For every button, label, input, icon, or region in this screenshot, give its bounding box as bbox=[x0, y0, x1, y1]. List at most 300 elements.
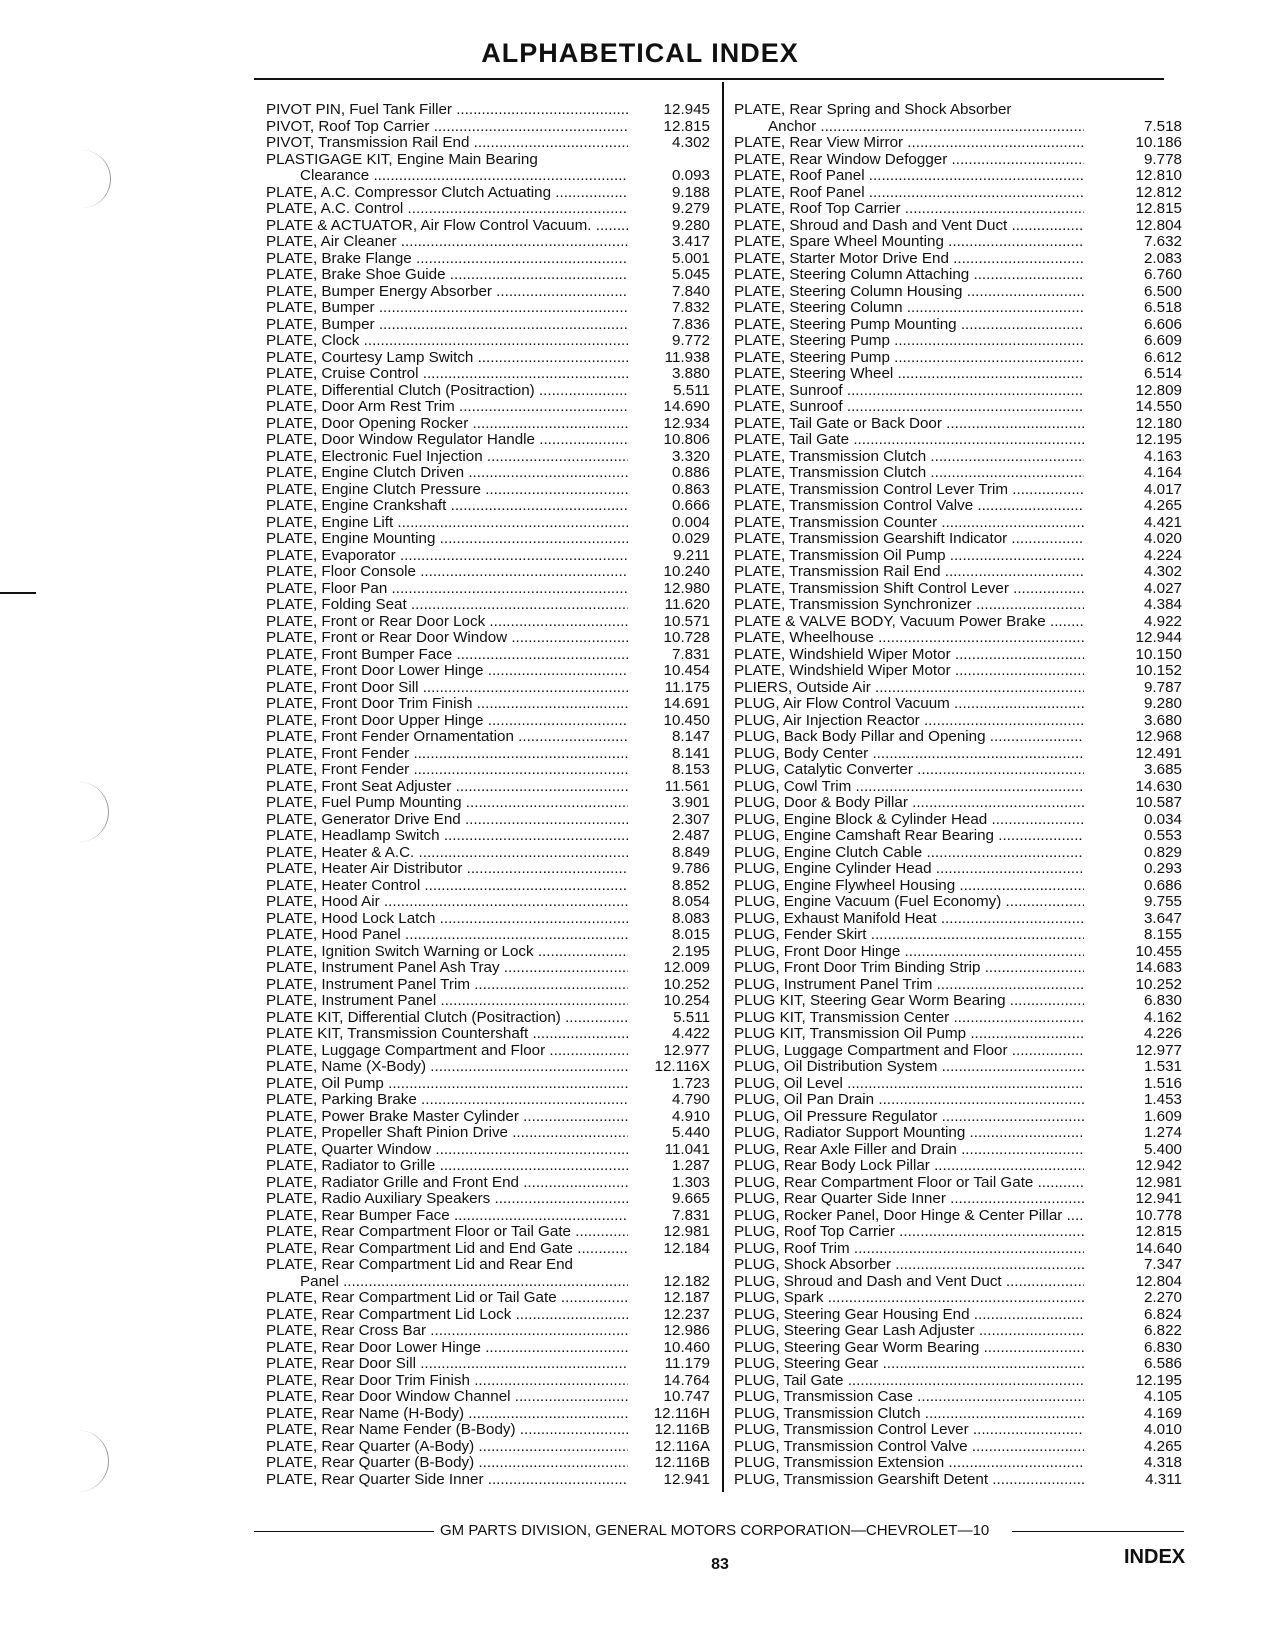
entry-page: 12.009 bbox=[663, 959, 710, 976]
entry-page: 12.195 bbox=[1135, 431, 1182, 448]
index-entry bbox=[734, 663, 1182, 680]
entry-name: PLATE, Door Arm Rest Trim ..... bbox=[266, 399, 628, 416]
entry-name: PLUG KIT, Steering Gear Worm Bearing ..... bbox=[734, 993, 1084, 1010]
section-label: INDEX bbox=[1124, 1546, 1186, 1568]
index-entry bbox=[734, 498, 1182, 515]
entry-name: PLATE, Floor Pan ..... bbox=[266, 581, 628, 598]
entry-page: 4.384 bbox=[1143, 596, 1182, 613]
entry-page: 0.686 bbox=[1143, 876, 1182, 894]
entry-page: 12.804 bbox=[1135, 1272, 1182, 1290]
index-entry bbox=[266, 482, 710, 499]
index-entry bbox=[734, 1142, 1182, 1159]
index-entry bbox=[734, 317, 1182, 334]
index-entry bbox=[734, 713, 1182, 730]
entry-page: 12.810 bbox=[1135, 167, 1182, 184]
index-entry bbox=[266, 762, 710, 779]
entry-name: PLATE, Transmission Shift Control Lever ..... bbox=[734, 581, 1084, 598]
entry-name: PLATE, Transmission Synchronizer ..... bbox=[734, 597, 1084, 614]
entry-name: PLATE, Engine Clutch Driven ..... bbox=[266, 465, 628, 482]
entry-page: 4.164 bbox=[1143, 464, 1182, 481]
entry-name: PLUG, Engine Cylinder Head ..... bbox=[734, 861, 1084, 878]
entry-name: Anchor ..... bbox=[734, 119, 1084, 136]
entry-page: 10.587 bbox=[1135, 794, 1182, 811]
entry-name: PLATE, Heater & A.C. ..... bbox=[266, 845, 628, 862]
entry-name: PLATE, Transmission Clutch ..... bbox=[734, 449, 1084, 466]
index-entry bbox=[734, 746, 1182, 763]
title-rule bbox=[254, 78, 1164, 80]
index-entry bbox=[734, 449, 1182, 466]
entry-page: 8.054 bbox=[671, 893, 710, 910]
entry-page: 7.840 bbox=[671, 282, 710, 300]
entry-page: 8.141 bbox=[671, 744, 710, 762]
entry-name: PLATE, Engine Clutch Pressure ..... bbox=[266, 482, 628, 499]
entry-page: 7.347 bbox=[1143, 1256, 1182, 1273]
index-entry bbox=[734, 911, 1182, 928]
entry-page: 1.303 bbox=[671, 1173, 710, 1191]
entry-page: 0.004 bbox=[671, 513, 710, 531]
index-entry bbox=[266, 284, 710, 301]
entry-name: PLATE, Rear Quarter Side Inner ..... bbox=[266, 1472, 628, 1489]
entry-name: PLATE, Windshield Wiper Motor ..... bbox=[734, 663, 1084, 680]
index-entry bbox=[734, 977, 1182, 994]
entry-name: PLATE, Instrument Panel ..... bbox=[266, 993, 628, 1010]
entry-name: PLATE, Windshield Wiper Motor ..... bbox=[734, 647, 1084, 664]
index-entry bbox=[734, 828, 1182, 845]
entry-page: 4.162 bbox=[1143, 1008, 1182, 1026]
entry-name: PLATE, Rear Compartment Lid Lock ..... bbox=[266, 1307, 628, 1324]
index-entry bbox=[734, 1323, 1182, 1340]
entry-page: 3.647 bbox=[1143, 909, 1182, 927]
index-entry bbox=[734, 300, 1182, 317]
entry-page: 14.550 bbox=[1135, 398, 1182, 415]
entry-name: PLUG, Luggage Compartment and Floor ..... bbox=[734, 1043, 1084, 1060]
index-entry bbox=[266, 845, 710, 862]
entry-name: PLUG, Rocker Panel, Door Hinge & Center Pillar ..... bbox=[734, 1208, 1084, 1225]
entry-name: PLATE, Rear Name Fender (B-Body) ..... bbox=[266, 1422, 628, 1439]
entry-name: PLATE, Transmission Gearshift Indicator ..... bbox=[734, 531, 1084, 548]
entry-page: 10.571 bbox=[663, 612, 710, 630]
entry-name: PLUG, Steering Gear Worm Bearing ..... bbox=[734, 1340, 1084, 1357]
entry-page: 12.968 bbox=[1135, 728, 1182, 745]
index-entry bbox=[266, 581, 710, 598]
entry-page: 5.400 bbox=[1143, 1140, 1182, 1158]
entry-page: 12.182 bbox=[663, 1272, 710, 1290]
entry-page: 9.778 bbox=[1143, 150, 1182, 168]
entry-name: PLATE, Cruise Control ..... bbox=[266, 366, 628, 383]
entry-name: PLATE, Spare Wheel Mounting ..... bbox=[734, 234, 1084, 251]
entry-page: 9.786 bbox=[671, 860, 710, 877]
entry-page: 12.809 bbox=[1135, 381, 1182, 399]
entry-name: PLUG, Tail Gate ..... bbox=[734, 1373, 1084, 1390]
entry-name: PLATE, Propeller Shaft Pinion Drive ..... bbox=[266, 1125, 628, 1142]
entry-page: 1.287 bbox=[671, 1157, 710, 1174]
entry-name: PLATE, Rear Compartment Floor or Tail Gate ..... bbox=[266, 1224, 628, 1241]
entry-page: 12.237 bbox=[663, 1305, 710, 1323]
entry-name: PLATE, Steering Pump Mounting ..... bbox=[734, 317, 1084, 334]
entry-name: PLATE, Differential Clutch (Positraction) ..... bbox=[266, 383, 628, 400]
index-entry bbox=[734, 119, 1182, 136]
entry-page: 12.491 bbox=[1135, 744, 1182, 762]
entry-name: PLATE, Starter Motor Drive End ..... bbox=[734, 251, 1084, 268]
footer-rule-right bbox=[1012, 1531, 1184, 1532]
index-entry bbox=[266, 878, 710, 895]
entry-name: PLUG, Back Body Pillar and Opening ..... bbox=[734, 729, 1084, 746]
index-entry bbox=[734, 399, 1182, 416]
index-entry bbox=[266, 350, 710, 367]
entry-name: PLATE, Parking Brake ..... bbox=[266, 1092, 628, 1109]
index-entry bbox=[266, 1125, 710, 1142]
entry-page: 12.116B bbox=[654, 1421, 710, 1438]
entry-name: PLATE, Clock ..... bbox=[266, 333, 628, 350]
index-entry bbox=[266, 1323, 710, 1340]
punch-hole-mark bbox=[68, 1430, 109, 1492]
index-entry bbox=[734, 614, 1182, 631]
entry-name: PLUG, Catalytic Converter ..... bbox=[734, 762, 1084, 779]
entry-page: 6.609 bbox=[1143, 332, 1182, 349]
entry-page: 12.942 bbox=[1135, 1157, 1182, 1174]
entry-page: 6.822 bbox=[1143, 1322, 1182, 1339]
index-entry bbox=[734, 1290, 1182, 1307]
entry-name: PLATE, Shroud and Dash and Vent Duct ..... bbox=[734, 218, 1084, 235]
index-entry bbox=[734, 1439, 1182, 1456]
entry-name: PLATE, Transmission Control Lever Trim ..... bbox=[734, 482, 1084, 499]
entry-page: 11.938 bbox=[664, 348, 710, 366]
entry-page: 0.093 bbox=[671, 167, 710, 184]
index-entry bbox=[266, 1389, 710, 1406]
index-entry bbox=[734, 779, 1182, 796]
entry-page: 4.010 bbox=[1143, 1421, 1182, 1438]
entry-page: 5.001 bbox=[671, 249, 710, 267]
entry-page: 12.184 bbox=[663, 1239, 710, 1257]
entry-page: 6.606 bbox=[1143, 315, 1182, 333]
entry-page: 6.830 bbox=[1143, 1338, 1182, 1356]
entry-page: 4.163 bbox=[1143, 447, 1182, 465]
entry-page: 9.188 bbox=[671, 183, 710, 201]
entry-name: PLATE, Radiator to Grille ..... bbox=[266, 1158, 628, 1175]
entry-page: 10.240 bbox=[663, 563, 710, 580]
entry-page: 3.880 bbox=[671, 365, 710, 382]
entry-page: 1.274 bbox=[1143, 1124, 1182, 1141]
index-entry bbox=[734, 515, 1182, 532]
index-entry bbox=[734, 1026, 1182, 1043]
index-entry bbox=[734, 465, 1182, 482]
index-entry bbox=[734, 284, 1182, 301]
entry-name: PLATE, Heater Control ..... bbox=[266, 878, 628, 895]
entry-name: PLUG, Oil Distribution System ..... bbox=[734, 1059, 1084, 1076]
entry-name: PLATE, Courtesy Lamp Switch ..... bbox=[266, 350, 628, 367]
entry-page: 2.195 bbox=[671, 942, 710, 960]
index-entry bbox=[266, 1455, 710, 1472]
entry-name: PLATE KIT, Transmission Countershaft ..... bbox=[266, 1026, 628, 1043]
entry-name: PLATE, Hood Lock Latch ..... bbox=[266, 911, 628, 928]
entry-name: PLATE, Floor Console ..... bbox=[266, 564, 628, 581]
entry-page: 7.632 bbox=[1143, 233, 1182, 250]
entry-name: PLATE, Rear Compartment Lid and Rear End bbox=[266, 1257, 573, 1273]
index-entry bbox=[266, 1142, 710, 1159]
entry-page: 14.683 bbox=[1135, 959, 1182, 976]
index-entry bbox=[266, 1208, 710, 1225]
entry-name: PLATE, Electronic Fuel Injection ..... bbox=[266, 449, 628, 466]
entry-page: 4.421 bbox=[1143, 513, 1182, 531]
entry-name: PLUG, Radiator Support Mounting ..... bbox=[734, 1125, 1084, 1142]
entry-name: PLATE, Transmission Rail End ..... bbox=[734, 564, 1084, 581]
entry-page: 3.685 bbox=[1143, 761, 1182, 778]
entry-name: PLUG, Roof Top Carrier ..... bbox=[734, 1224, 1084, 1241]
entry-name: PLATE, Rear View Mirror ..... bbox=[734, 135, 1084, 152]
index-entry bbox=[734, 432, 1182, 449]
entry-name: PLATE, Air Cleaner ..... bbox=[266, 234, 628, 251]
entry-name: PLATE, Steering Pump ..... bbox=[734, 350, 1084, 367]
index-entry bbox=[266, 333, 710, 350]
index-entry bbox=[734, 333, 1182, 350]
entry-name: PLATE, Instrument Panel Ash Tray ..... bbox=[266, 960, 628, 977]
index-entry bbox=[266, 663, 710, 680]
entry-name: PLATE, Sunroof ..... bbox=[734, 383, 1084, 400]
index-entry bbox=[266, 1224, 710, 1241]
index-entry bbox=[734, 1389, 1182, 1406]
entry-name: PLUG, Rear Body Lock Pillar ..... bbox=[734, 1158, 1084, 1175]
entry-name: PLATE, Oil Pump ..... bbox=[266, 1076, 628, 1093]
entry-page: 10.455 bbox=[1135, 942, 1182, 960]
entry-name: PLATE, A.C. Control ..... bbox=[266, 201, 628, 218]
entry-page: 4.017 bbox=[1143, 480, 1182, 498]
index-entry bbox=[266, 234, 710, 251]
entry-page: 10.460 bbox=[663, 1338, 710, 1356]
index-entry bbox=[266, 366, 710, 383]
entry-name: Panel ..... bbox=[266, 1274, 628, 1291]
entry-name: PLATE, Wheelhouse ..... bbox=[734, 630, 1084, 647]
entry-name: PLIERS, Outside Air ..... bbox=[734, 680, 1084, 697]
entry-name: PLUG, Engine Clutch Cable ..... bbox=[734, 845, 1084, 862]
entry-name: PLUG, Oil Level ..... bbox=[734, 1076, 1084, 1093]
entry-name: PLATE, Power Brake Master Cylinder ..... bbox=[266, 1109, 628, 1126]
entry-page: 14.630 bbox=[1135, 777, 1182, 795]
entry-name: PLATE, Steering Wheel ..... bbox=[734, 366, 1084, 383]
entry-page: 4.302 bbox=[671, 134, 710, 151]
index-entry bbox=[266, 548, 710, 565]
index-entry bbox=[734, 696, 1182, 713]
index-entry bbox=[266, 894, 710, 911]
index-entry bbox=[266, 1076, 710, 1093]
index-entry bbox=[734, 812, 1182, 829]
index-entry bbox=[734, 762, 1182, 779]
index-entry bbox=[734, 1373, 1182, 1390]
entry-name: PLATE, Roof Panel ..... bbox=[734, 168, 1084, 185]
entry-name: PLUG, Oil Pressure Regulator ..... bbox=[734, 1109, 1084, 1126]
index-entry bbox=[266, 201, 710, 218]
entry-name: PLUG KIT, Transmission Center ..... bbox=[734, 1010, 1084, 1027]
entry-page: 10.728 bbox=[663, 629, 710, 646]
index-entry bbox=[734, 1076, 1182, 1093]
index-entry bbox=[734, 927, 1182, 944]
index-entry bbox=[734, 960, 1182, 977]
entry-page: 12.187 bbox=[663, 1289, 710, 1306]
index-entry bbox=[266, 251, 710, 268]
entry-name: PLUG, Transmission Extension ..... bbox=[734, 1455, 1084, 1472]
index-entry bbox=[734, 531, 1182, 548]
footer-division: GM PARTS DIVISION, GENERAL MOTORS CORPORATION—CHEVROLET—10 bbox=[440, 1522, 990, 1539]
entry-page: 8.015 bbox=[671, 926, 710, 943]
entry-page: 4.020 bbox=[1143, 530, 1182, 547]
entry-name: PLATE, Rear Window Defogger ..... bbox=[734, 152, 1084, 169]
index-entry bbox=[734, 581, 1182, 598]
entry-page: 11.041 bbox=[664, 1140, 710, 1158]
entry-page: 2.270 bbox=[1143, 1289, 1182, 1306]
entry-page: 0.863 bbox=[671, 480, 710, 498]
entry-page: 12.934 bbox=[663, 414, 710, 432]
index-entry bbox=[266, 168, 710, 185]
entry-page: 0.034 bbox=[1143, 810, 1182, 828]
entry-name: PLATE, Fuel Pump Mounting ..... bbox=[266, 795, 628, 812]
index-entry bbox=[734, 944, 1182, 961]
entry-page: 12.116X bbox=[654, 1058, 710, 1075]
index-entry bbox=[734, 218, 1182, 235]
page-number: 83 bbox=[711, 1556, 729, 1573]
index-entry bbox=[734, 1043, 1182, 1060]
entry-page: 3.320 bbox=[671, 447, 710, 465]
index-entry bbox=[734, 548, 1182, 565]
entry-page: 14.764 bbox=[663, 1371, 710, 1389]
entry-page: 5.045 bbox=[671, 266, 710, 283]
index-entry bbox=[266, 1472, 710, 1489]
index-entry bbox=[266, 1257, 710, 1274]
footer-rule-left bbox=[254, 1531, 434, 1532]
entry-page: 9.787 bbox=[1143, 678, 1182, 696]
entry-name: PLATE, Front Door Upper Hinge ..... bbox=[266, 713, 628, 730]
entry-page: 6.824 bbox=[1143, 1305, 1182, 1323]
entry-name: PLATE, Tail Gate or Back Door ..... bbox=[734, 416, 1084, 433]
index-entry bbox=[734, 1092, 1182, 1109]
entry-name: PLATE, Rear Bumper Face ..... bbox=[266, 1208, 628, 1225]
entry-name: PIVOT PIN, Fuel Tank Filler ..... bbox=[266, 102, 628, 119]
entry-page: 1.516 bbox=[1143, 1074, 1182, 1092]
index-entry bbox=[266, 449, 710, 466]
index-entry bbox=[266, 432, 710, 449]
entry-name: PLATE, Engine Crankshaft ..... bbox=[266, 498, 628, 515]
index-entry bbox=[266, 1109, 710, 1126]
entry-name: PLATE, Bumper Energy Absorber ..... bbox=[266, 284, 628, 301]
entry-name: PLATE, Ignition Switch Warning or Lock ..... bbox=[266, 944, 628, 961]
entry-page: 14.690 bbox=[663, 398, 710, 415]
index-column-right bbox=[734, 102, 1182, 1488]
index-entry bbox=[734, 1274, 1182, 1291]
entry-page: 4.224 bbox=[1143, 546, 1182, 564]
entry-page: 2.487 bbox=[671, 827, 710, 844]
entry-name: PLUG, Steering Gear Housing End ..... bbox=[734, 1307, 1084, 1324]
entry-name: PLUG, Rear Quarter Side Inner ..... bbox=[734, 1191, 1084, 1208]
entry-name: PLATE, Luggage Compartment and Floor ..... bbox=[266, 1043, 628, 1060]
entry-page: 12.941 bbox=[1135, 1190, 1182, 1207]
index-entry bbox=[734, 152, 1182, 169]
entry-name: PLUG, Engine Block & Cylinder Head ..... bbox=[734, 812, 1084, 829]
entry-name: PLATE, Brake Shoe Guide ..... bbox=[266, 267, 628, 284]
entry-page: 11.179 bbox=[664, 1355, 710, 1372]
index-entry bbox=[734, 1010, 1182, 1027]
index-entry bbox=[734, 1158, 1182, 1175]
index-entry bbox=[734, 1307, 1182, 1324]
entry-name: PLUG, Body Center ..... bbox=[734, 746, 1084, 763]
entry-page: 9.772 bbox=[671, 332, 710, 349]
entry-name: PLATE, Brake Flange ..... bbox=[266, 251, 628, 268]
entry-name: PLATE, Front Fender ..... bbox=[266, 762, 628, 779]
index-entry bbox=[266, 1191, 710, 1208]
entry-page: 4.790 bbox=[671, 1091, 710, 1108]
index-entry bbox=[266, 647, 710, 664]
entry-name: PLATE, Front Seat Adjuster ..... bbox=[266, 779, 628, 796]
entry-name: PLATE, Steering Column Attaching ..... bbox=[734, 267, 1084, 284]
index-entry bbox=[734, 267, 1182, 284]
index-entry bbox=[266, 515, 710, 532]
entry-page: 0.666 bbox=[671, 497, 710, 514]
entry-page: 4.318 bbox=[1143, 1454, 1182, 1471]
entry-name: PLUG KIT, Transmission Oil Pump ..... bbox=[734, 1026, 1084, 1043]
index-entry bbox=[734, 234, 1182, 251]
entry-name: PLATE, Rear Name (H-Body) ..... bbox=[266, 1406, 628, 1423]
index-entry bbox=[266, 1010, 710, 1027]
entry-name: PLUG, Air Injection Reactor ..... bbox=[734, 713, 1084, 730]
entry-page: 10.152 bbox=[1135, 662, 1182, 679]
entry-page: 8.147 bbox=[671, 728, 710, 745]
index-entry bbox=[734, 1208, 1182, 1225]
entry-name: PLASTIGAGE KIT, Engine Main Bearing bbox=[266, 151, 538, 168]
entry-name: PLATE, Rear Door Trim Finish ..... bbox=[266, 1373, 628, 1390]
entry-name: PLUG, Shroud and Dash and Vent Duct ..... bbox=[734, 1274, 1084, 1291]
entry-page: 8.155 bbox=[1143, 926, 1182, 943]
index-entry bbox=[734, 564, 1182, 581]
index-entry bbox=[734, 102, 1182, 119]
entry-page: 12.981 bbox=[663, 1223, 710, 1240]
entry-page: 4.265 bbox=[1143, 1437, 1182, 1455]
index-entry bbox=[734, 350, 1182, 367]
entry-name: PLATE, Steering Column Housing ..... bbox=[734, 284, 1084, 301]
entry-page: 14.640 bbox=[1135, 1239, 1182, 1257]
index-entry bbox=[734, 845, 1182, 862]
entry-name: PLATE, Door Window Regulator Handle ..... bbox=[266, 432, 628, 449]
index-entry bbox=[266, 597, 710, 614]
entry-page: 4.422 bbox=[671, 1025, 710, 1042]
index-entry bbox=[266, 630, 710, 647]
entry-page: 12.804 bbox=[1135, 216, 1182, 234]
entry-name: PIVOT, Transmission Rail End ..... bbox=[266, 135, 628, 152]
entry-page: 9.211 bbox=[673, 546, 710, 564]
entry-page: 6.586 bbox=[1143, 1355, 1182, 1372]
entry-page: 6.830 bbox=[1143, 992, 1182, 1009]
entry-name: PLUG, Front Door Hinge ..... bbox=[734, 944, 1084, 961]
entry-name: PLATE, Rear Cross Bar ..... bbox=[266, 1323, 628, 1340]
entry-page: 5.440 bbox=[671, 1124, 710, 1141]
index-entry bbox=[734, 185, 1182, 202]
entry-page: 4.265 bbox=[1143, 497, 1182, 514]
entry-page: 1.723 bbox=[671, 1074, 710, 1092]
index-entry bbox=[266, 300, 710, 317]
entry-page: 1.453 bbox=[1143, 1091, 1182, 1108]
index-entry bbox=[266, 795, 710, 812]
entry-name: PLATE, Instrument Panel Trim ..... bbox=[266, 977, 628, 994]
index-entry bbox=[266, 1307, 710, 1324]
entry-page: 6.518 bbox=[1143, 299, 1182, 316]
index-entry bbox=[266, 1026, 710, 1043]
entry-page: 3.901 bbox=[671, 794, 710, 811]
entry-page: 10.254 bbox=[663, 992, 710, 1009]
index-entry bbox=[734, 1406, 1182, 1423]
index-entry bbox=[266, 713, 710, 730]
index-entry bbox=[734, 1472, 1182, 1489]
index-entry bbox=[266, 1340, 710, 1357]
index-entry bbox=[734, 1175, 1182, 1192]
index-entry bbox=[266, 1373, 710, 1390]
index-entry bbox=[266, 1439, 710, 1456]
entry-name: PLUG, Fender Skirt ..... bbox=[734, 927, 1084, 944]
